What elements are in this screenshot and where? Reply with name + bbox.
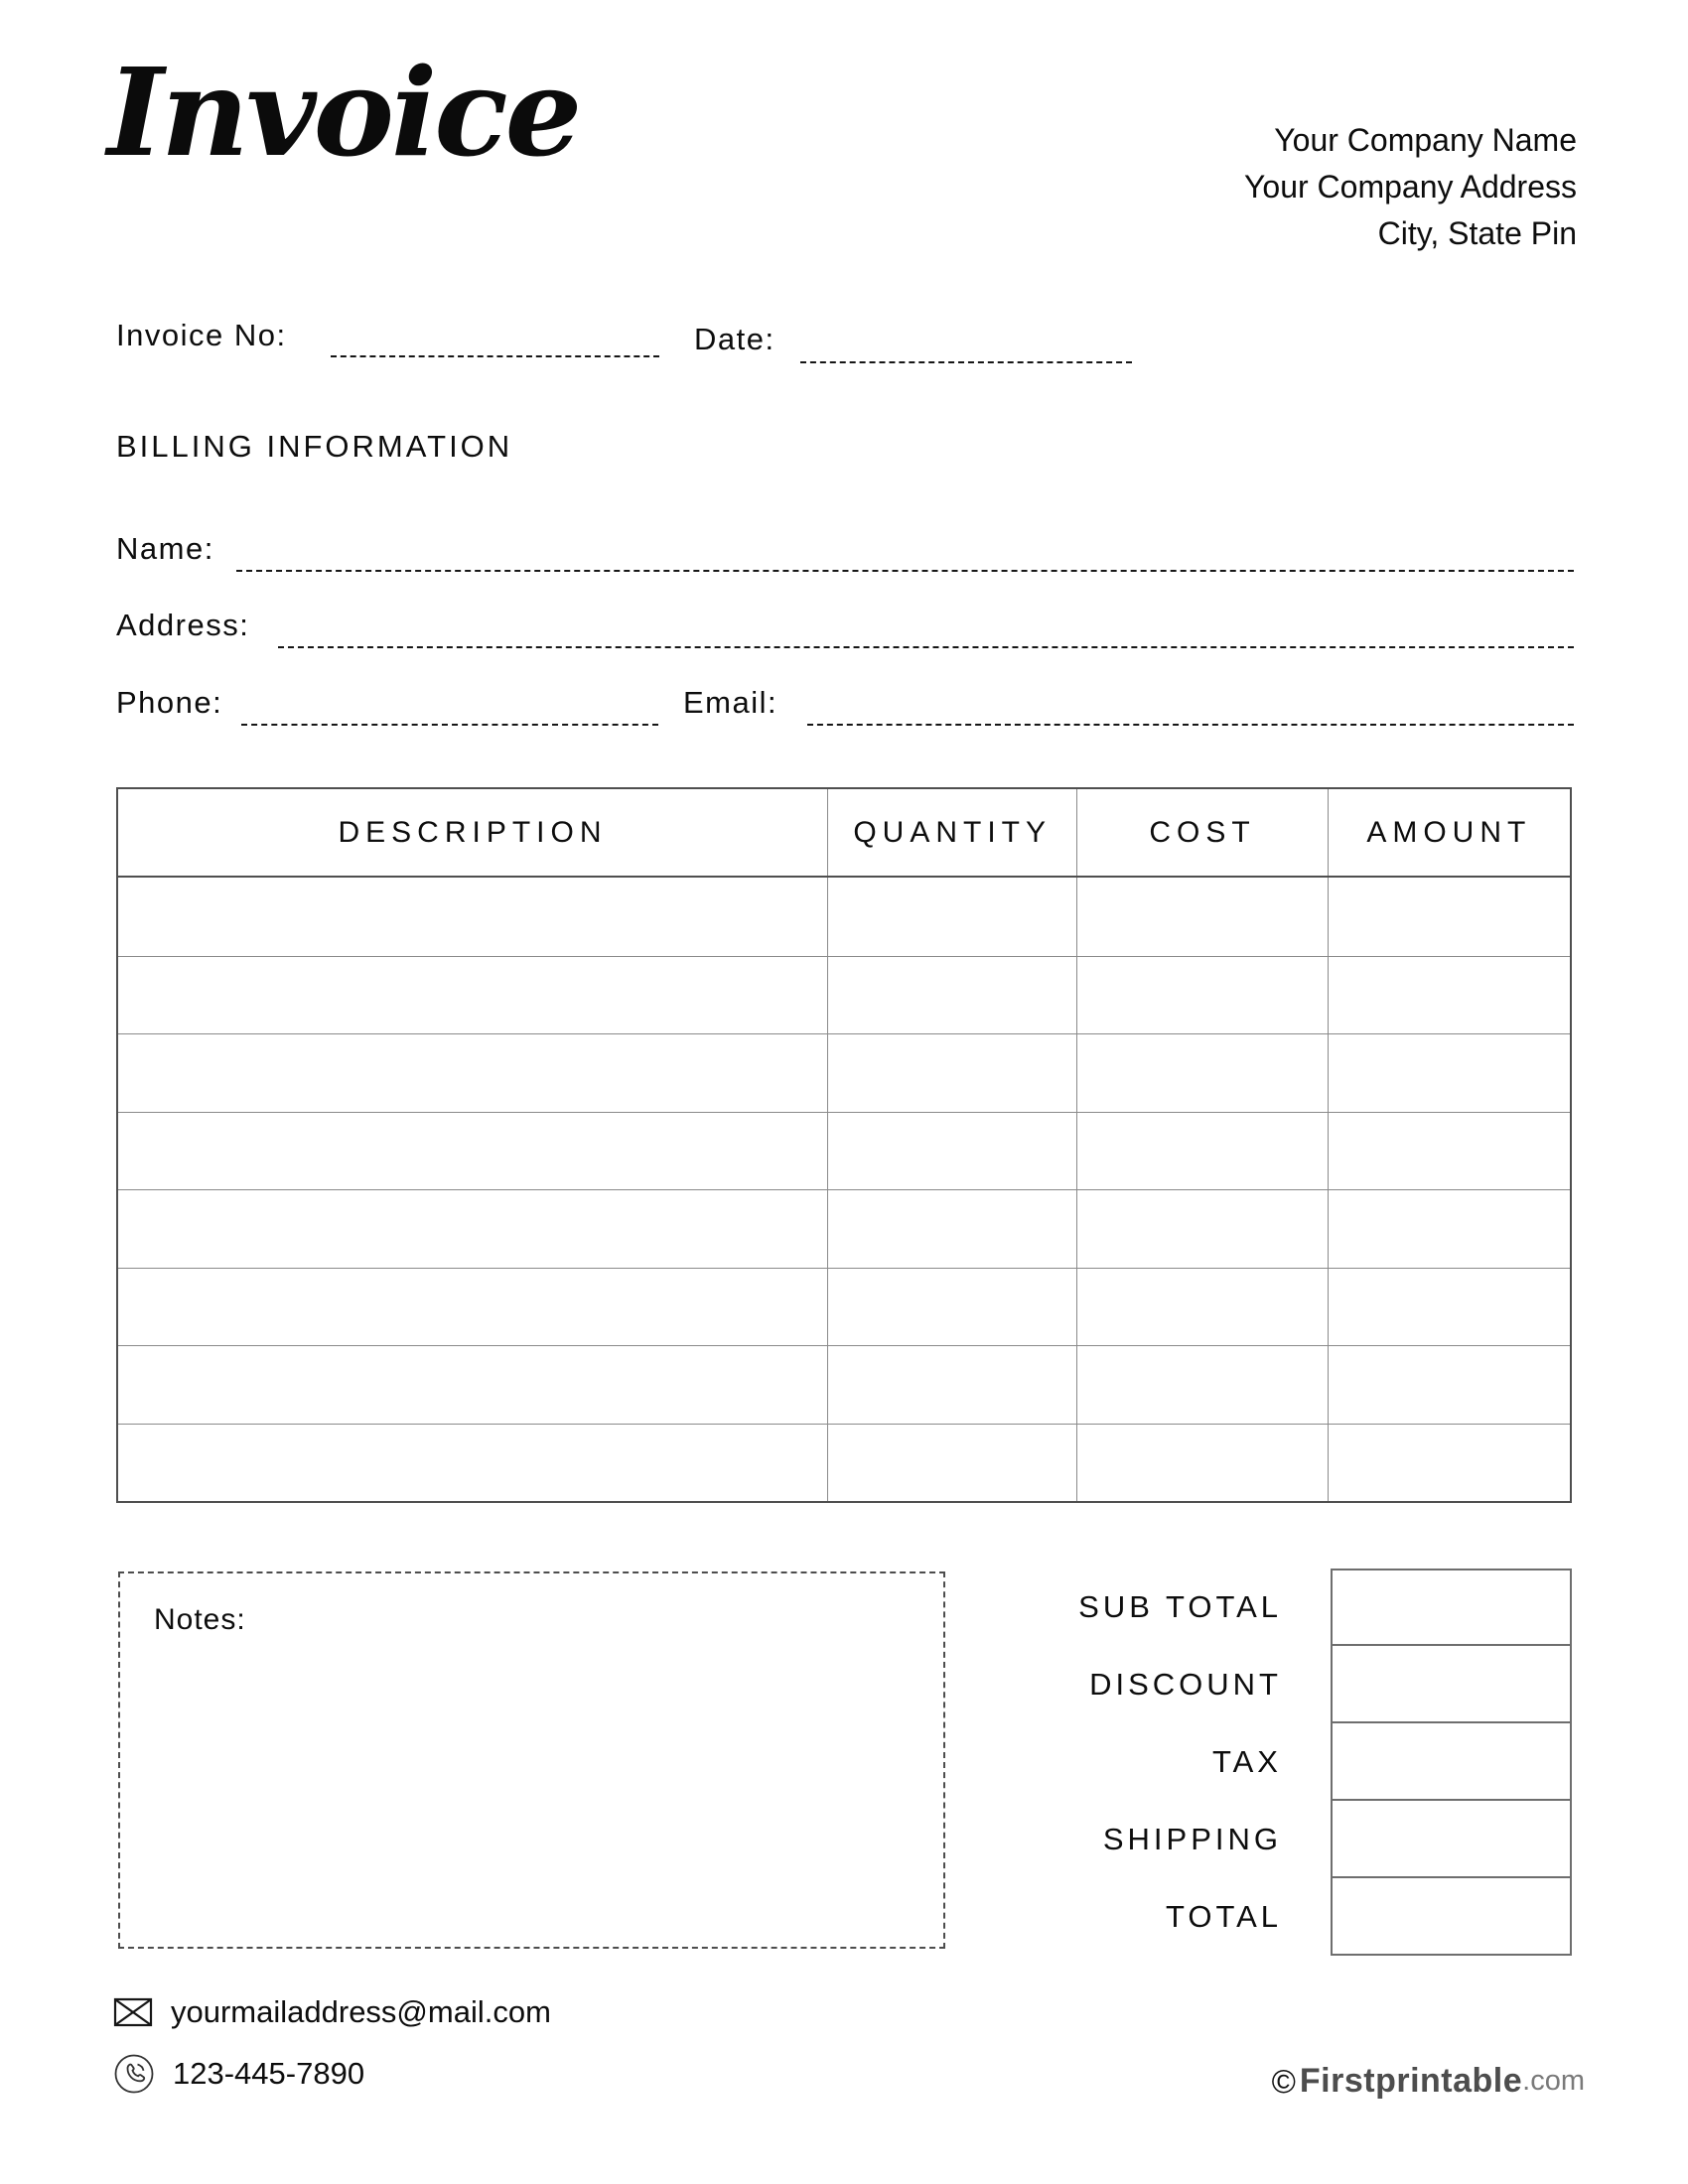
column-header-cost: COST: [1076, 789, 1327, 876]
table-cell[interactable]: [827, 878, 1076, 956]
table-cell[interactable]: [118, 1113, 827, 1190]
table-cell[interactable]: [827, 1269, 1076, 1346]
table-body: [118, 878, 1570, 1501]
table-cell[interactable]: [827, 1346, 1076, 1424]
table-row: [118, 878, 1570, 956]
line-items-table: [116, 787, 1572, 1503]
table-cell[interactable]: [1328, 1190, 1570, 1268]
table-cell[interactable]: [1328, 1346, 1570, 1424]
table-cell[interactable]: [1076, 878, 1327, 956]
notes-label: Notes:: [154, 1603, 246, 1636]
table-cell[interactable]: [1328, 1034, 1570, 1112]
table-cell[interactable]: [1076, 1425, 1327, 1502]
invoice-no-label: Invoice No:: [116, 318, 287, 352]
envelope-icon: [113, 1997, 153, 2027]
totals-value-box[interactable]: [1331, 1723, 1572, 1801]
table-cell[interactable]: [118, 957, 827, 1034]
table-cell[interactable]: [118, 1034, 827, 1112]
footer-phone[interactable]: 123-445-7890: [173, 2056, 365, 2091]
totals-value-box[interactable]: [1331, 1801, 1572, 1878]
totals-row: [894, 1569, 1572, 1646]
table-cell[interactable]: [827, 1113, 1076, 1190]
table-cell[interactable]: [1328, 1269, 1570, 1346]
table-header-row: [118, 789, 1570, 878]
billing-phone-label: Phone:: [116, 685, 223, 720]
table-cell[interactable]: [1076, 1190, 1327, 1268]
company-name: Your Company Name: [1274, 122, 1577, 158]
date-label: Date:: [694, 322, 775, 356]
table-row: [118, 1424, 1570, 1502]
table-cell[interactable]: [827, 1425, 1076, 1502]
table-cell[interactable]: [1076, 1113, 1327, 1190]
invoice-wordmark: Invoice: [107, 41, 580, 184]
table-cell[interactable]: [827, 1190, 1076, 1268]
billing-heading: BILLING INFORMATION: [116, 429, 513, 464]
footer-email[interactable]: yourmailaddress@mail.com: [171, 1994, 551, 2029]
table-cell[interactable]: [118, 1190, 827, 1268]
table-row: [118, 1033, 1570, 1112]
table-cell[interactable]: [827, 1034, 1076, 1112]
table-cell[interactable]: [1328, 878, 1570, 956]
billing-email-label: Email:: [683, 685, 778, 720]
company-address: Your Company Address: [1243, 169, 1577, 205]
table-cell[interactable]: [1328, 957, 1570, 1034]
company-city: City, State Pin: [1377, 215, 1577, 251]
table-cell[interactable]: [1328, 1425, 1570, 1502]
date-field[interactable]: [800, 361, 1132, 363]
totals-row: [894, 1878, 1572, 1956]
totals-value-box[interactable]: [1331, 1646, 1572, 1723]
table-row: [118, 1345, 1570, 1424]
column-header-description: DESCRIPTION: [338, 815, 608, 849]
billing-name-label: Name:: [116, 531, 214, 566]
totals-label: SUB TOTAL: [1078, 1589, 1282, 1624]
billing-name-field[interactable]: [236, 570, 1574, 572]
totals-value-box[interactable]: [1331, 1878, 1572, 1956]
table-cell[interactable]: [118, 1425, 827, 1502]
totals-section: [894, 1569, 1572, 1956]
column-header-amount: AMOUNT: [1328, 789, 1570, 876]
column-header-quantity: QUANTITY: [827, 789, 1076, 876]
table-cell[interactable]: [118, 1269, 827, 1346]
table-cell[interactable]: [827, 957, 1076, 1034]
brand-name: Firstprintable: [1299, 2062, 1523, 2100]
footer-email-row: [113, 1994, 551, 2030]
table-row: [118, 1189, 1570, 1268]
invoice-no-field[interactable]: [331, 355, 659, 357]
company-block: [1244, 117, 1577, 257]
totals-row: [894, 1723, 1572, 1801]
table-cell[interactable]: [1076, 1269, 1327, 1346]
table-row: [118, 1112, 1570, 1190]
copyright-icon: ©: [1271, 2062, 1296, 2100]
table-cell[interactable]: [1328, 1113, 1570, 1190]
footer-phone-row: [113, 2053, 364, 2095]
totals-label: SHIPPING: [1102, 1822, 1282, 1856]
totals-row: [894, 1801, 1572, 1878]
totals-value-box[interactable]: [1331, 1569, 1572, 1646]
table-cell[interactable]: [1076, 1034, 1327, 1112]
table-cell[interactable]: [118, 1346, 827, 1424]
table-cell[interactable]: [1076, 957, 1327, 1034]
totals-label: TOTAL: [1165, 1899, 1282, 1934]
table-row: [118, 956, 1570, 1034]
table-cell[interactable]: [118, 878, 827, 956]
totals-label: DISCOUNT: [1089, 1667, 1282, 1702]
billing-address-label: Address:: [116, 608, 250, 642]
billing-phone-field[interactable]: [241, 724, 658, 726]
table-row: [118, 1268, 1570, 1346]
totals-row: [894, 1646, 1572, 1723]
billing-address-field[interactable]: [278, 646, 1574, 648]
table-cell[interactable]: [1076, 1346, 1327, 1424]
firstprintable-logo: [1272, 2062, 1585, 2101]
phone-circle-icon: [113, 2053, 155, 2095]
totals-label: TAX: [1212, 1744, 1282, 1779]
notes-box[interactable]: [118, 1571, 945, 1949]
brand-tld: .com: [1522, 2065, 1585, 2097]
billing-email-field[interactable]: [807, 724, 1574, 726]
